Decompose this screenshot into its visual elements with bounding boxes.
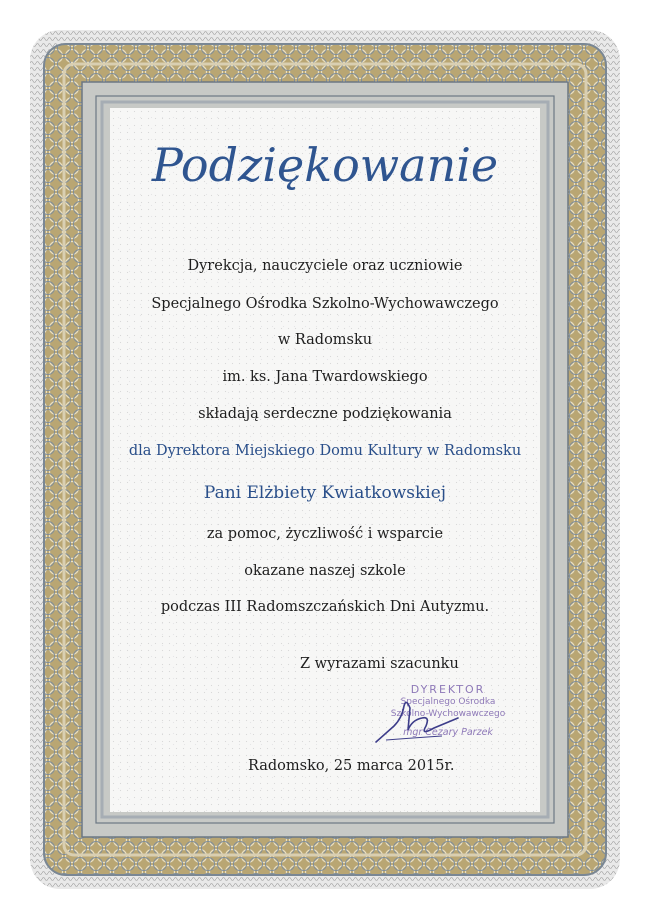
body-line-4: im. ks. Jana Twardowskiego [222, 369, 428, 385]
stamp-line-4: mgr Cezary Parzek [403, 727, 493, 738]
reason-line-3: podczas III Radomszczańskich Dni Autyzmu. [160, 599, 490, 615]
recipient-name: Pani Elżbiety Kwiatkowskiej [203, 483, 447, 503]
body-line-5: składają serdeczne podziękowania [198, 406, 452, 422]
stamp-line-3: Szkolno-Wychowawczego [390, 709, 506, 719]
stamp-title: DYREKTOR [410, 683, 486, 696]
closing-text: Z wyrazami szacunku [300, 656, 459, 672]
addressee-line: dla Dyrektora Miejskiego Domu Kultury w Radomsku [128, 443, 522, 459]
stamp-line-2: Specjalnego Ośrodka [400, 697, 496, 707]
reason-line-1: za pomoc, życzliwość i wsparcie [206, 526, 444, 542]
body-line-2: Specjalnego Ośrodka Szkolno-Wychowawczego [151, 296, 499, 312]
body-line-1: Dyrekcja, nauczyciele oraz uczniowie [187, 258, 463, 274]
reason-line-2: okazane naszej szkole [244, 563, 406, 579]
date-line: Radomsko, 25 marca 2015r. [248, 758, 455, 774]
handwritten-signature [372, 696, 462, 746]
body-line-3: w Radomsku [277, 332, 373, 348]
page-title: Podziękowanie [151, 138, 499, 192]
